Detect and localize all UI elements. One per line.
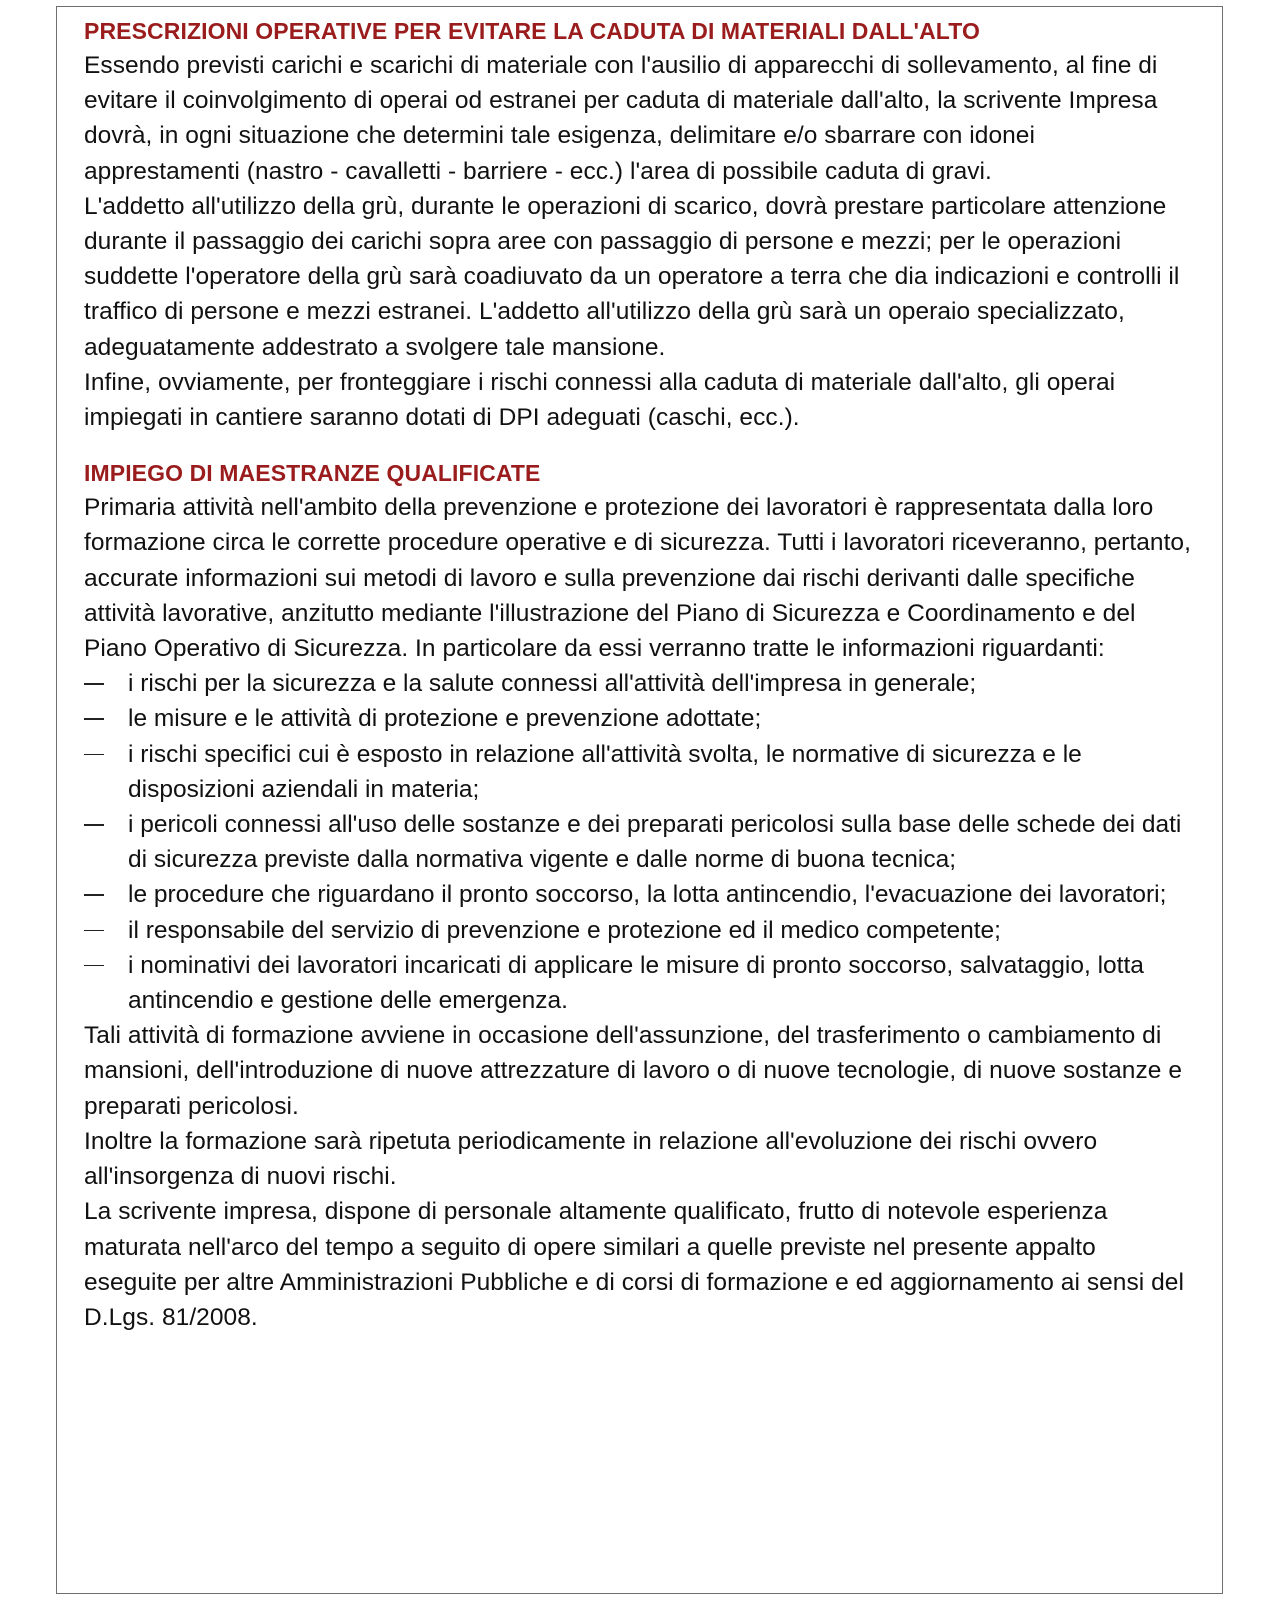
list-item-text: i nominativi dei lavoratori incaricati di applicare le misure di pronto soccorso, salvataggio, lotta antincendio e gestione delle emergenza. <box>128 951 1144 1015</box>
list-item <box>84 807 1194 877</box>
list-item-text: i pericoli connessi all'uso delle sostanze e dei preparati pericolosi sulla base delle schede dei dati di sicurezza previste dalla normativa vigente e dalle norme di buona tecnica; <box>128 811 1182 874</box>
paragraph: Primaria attività nell'ambito della prevenzione e protezione dei lavoratori è rappresentata dalla loro formazione circa le corrette procedure operative e di sicurezza. Tutti i lavoratori riceveranno, pertanto, accurate informazioni sui metodi di lavoro e sulla prevenzione dai rischi derivanti dalle specifiche attività lavorative, anzitutto mediante l'illustrazione del Piano di Sicurezza e Coordinamento e del Piano Operativo di Sicurezza. In particolare da essi verranno tratte le informazioni riguardanti: <box>84 494 1191 663</box>
list-item <box>84 701 1194 736</box>
section-title-falling-materials: PRESCRIZIONI OPERATIVE PER EVITARE LA CADUTA DI MATERIALI DALL'ALTO <box>84 18 980 44</box>
paragraph: Tali attività di formazione avviene in occasione dell'assunzione, del trasferimento o cambiamento di mansioni, dell'introduzione di nuove attrezzature di lavoro o di nuove tecnologie, di nuove sostanze e preparati pericolosi. <box>84 1022 1182 1120</box>
list-item-text: i rischi specifici cui è esposto in relazione all'attività svolta, le normative di sicurezza e le disposizioni aziendali in materia; <box>128 740 1082 803</box>
list-item-text: le misure e le attività di protezione e prevenzione adottate; <box>128 705 762 733</box>
paragraph: La scrivente impresa, dispone di personale altamente qualificato, frutto di notevole esperienza maturata nell'arco del tempo a seguito di opere similari a quelle previste nel presente appalto eseguite per altre Amministrazioni Pubbliche e di corsi di formazione e ed aggiornamento ai sensi del D.Lgs. 81/2008. <box>84 1198 1184 1331</box>
list-item <box>84 948 1194 1018</box>
paragraph: Essendo previsti carichi e scarichi di materiale con l'ausilio di apparecchi di sollevamento, al fine di evitare il coinvolgimento di operai od estranei per caduta di materiale dall'alto, la scrivente Impresa dovrà, in ogni situazione che determini tale esigenza, delimitare e/o sbarrare con idonei apprestamenti (nastro - cavalletti - barriere - ecc.) l'area di possibile caduta di gravi. <box>84 52 1158 185</box>
paragraph: Infine, ovviamente, per fronteggiare i rischi connessi alla caduta di materiale dall'alto, gli operai impiegati in cantiere saranno dotati di DPI adeguati (caschi, ecc.). <box>84 368 1116 432</box>
document-body <box>84 14 1194 1335</box>
list-item-text: i rischi per la sicurezza e la salute connessi all'attività dell'impresa in generale; <box>128 670 977 698</box>
list-item <box>84 737 1194 807</box>
list-item <box>84 877 1194 912</box>
section-spacer <box>84 435 1194 456</box>
list-item <box>84 666 1194 701</box>
list-item <box>84 913 1194 948</box>
paragraph: L'addetto all'utilizzo della grù, durante le operazioni di scarico, dovrà prestare particolare attenzione durante il passaggio dei carichi sopra aree con passaggio di persone e mezzi; per le operazioni suddette l'operatore della grù sarà coadiuvato da un operatore a terra che dia indicazioni e controlli il traffico di persone e mezzi estranei. L'addetto all'utilizzo della grù sarà un operaio specializzato, adeguatamente addestrato a svolgere tale mansione. <box>84 192 1180 361</box>
section-title-qualified-workers: IMPIEGO DI MAESTRANZE QUALIFICATE <box>84 460 541 487</box>
information-list <box>84 666 1194 1018</box>
paragraph: Inoltre la formazione sarà ripetuta periodicamente in relazione all'evoluzione dei rischi ovvero all'insorgenza di nuovi rischi. <box>84 1127 1098 1191</box>
list-item-text: il responsabile del servizio di prevenzione e protezione ed il medico competente; <box>128 916 1001 944</box>
list-item-text: le procedure che riguardano il pronto soccorso, la lotta antincendio, l'evacuazione dei lavoratori; <box>128 881 1167 909</box>
